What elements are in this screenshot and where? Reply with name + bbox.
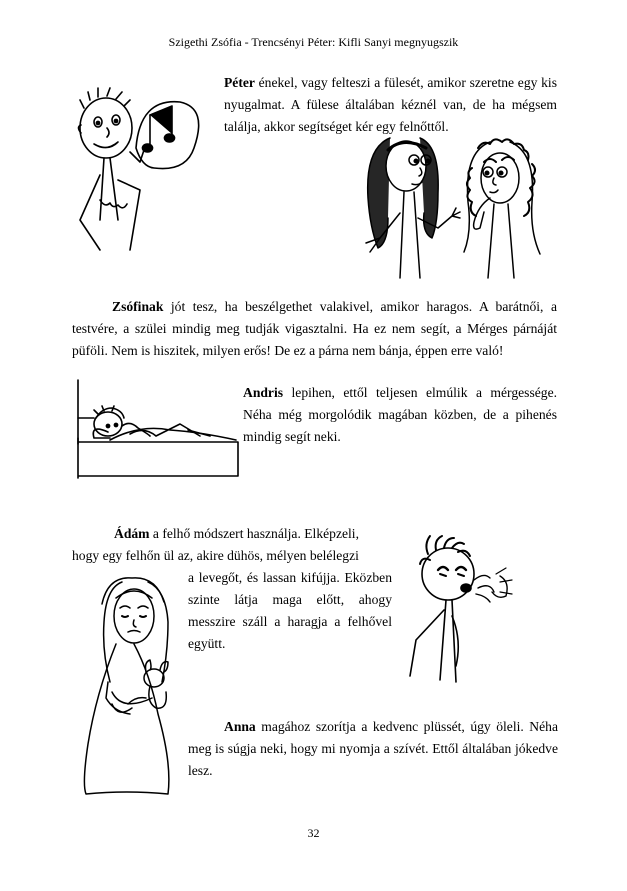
- running-header: Szigethi Zsófia - Trencsényi Péter: Kifli Sanyi megnyugszik: [168, 35, 459, 49]
- paragraph-zsofi: [72, 296, 557, 362]
- page-number: 32: [307, 826, 320, 840]
- name-adam: Ádám: [114, 526, 150, 541]
- paragraph-adam-rest: a levegőt, és lassan kifújja. Eközben szinte látja maga előtt, ahogy messzire száll a haragja a felhővel együtt.: [188, 570, 392, 651]
- illustration-girls-talking: [360, 128, 550, 288]
- paragraph-andris: [243, 382, 557, 448]
- paragraph-anna: [188, 716, 558, 782]
- text-andris: lepihen, ettől teljesen elmúlik a mérgessége. Néha még morgolódik magában közben, de a pihenés mindig segít neki.: [243, 385, 557, 444]
- text-adam-first: a felhő módszert használja. Elképzeli,: [149, 526, 359, 541]
- text-anna: magához szorítja a kedvenc plüssét, úgy öleli. Néha meg is súgja neki, hogy mi nyomja a szívét. Ettől általában jókedve lesz.: [188, 719, 558, 778]
- name-peter: Péter: [224, 75, 255, 90]
- name-andris: Andris: [243, 385, 284, 400]
- illustration-anna-plush: [82, 572, 192, 802]
- illustration-andris-bed: [70, 378, 240, 480]
- paragraph-adam-line1: [114, 523, 414, 545]
- text-peter: énekel, vagy felteszi a fülesét, amikor szeretne egy kis nyugalmat. A fülese általában kéznél van, de ha mégsem találja, akkor segítséget kér egy felnőttől.: [224, 75, 557, 134]
- name-zsofi: Zsófinak: [112, 299, 164, 314]
- paragraph-adam-line2: hogy egy felhőn ül az, akire dühös, mélyen belélegzi: [72, 548, 359, 563]
- illustration-peter-singing: [70, 70, 190, 270]
- illustration-adam-blowing: [400, 530, 540, 700]
- name-anna: Anna: [224, 719, 256, 734]
- text-zsofi: jót tesz, ha beszélgethet valakivel, amikor haragos. A barátnői, a testvére, a szülei mindig meg tudják vigasztalni. Ha ez nem segít, a Mérges párnáját püföli. Nem is hiszitek, milyen erős! De ez a párna nem bánja, éppen erre való!: [72, 299, 557, 358]
